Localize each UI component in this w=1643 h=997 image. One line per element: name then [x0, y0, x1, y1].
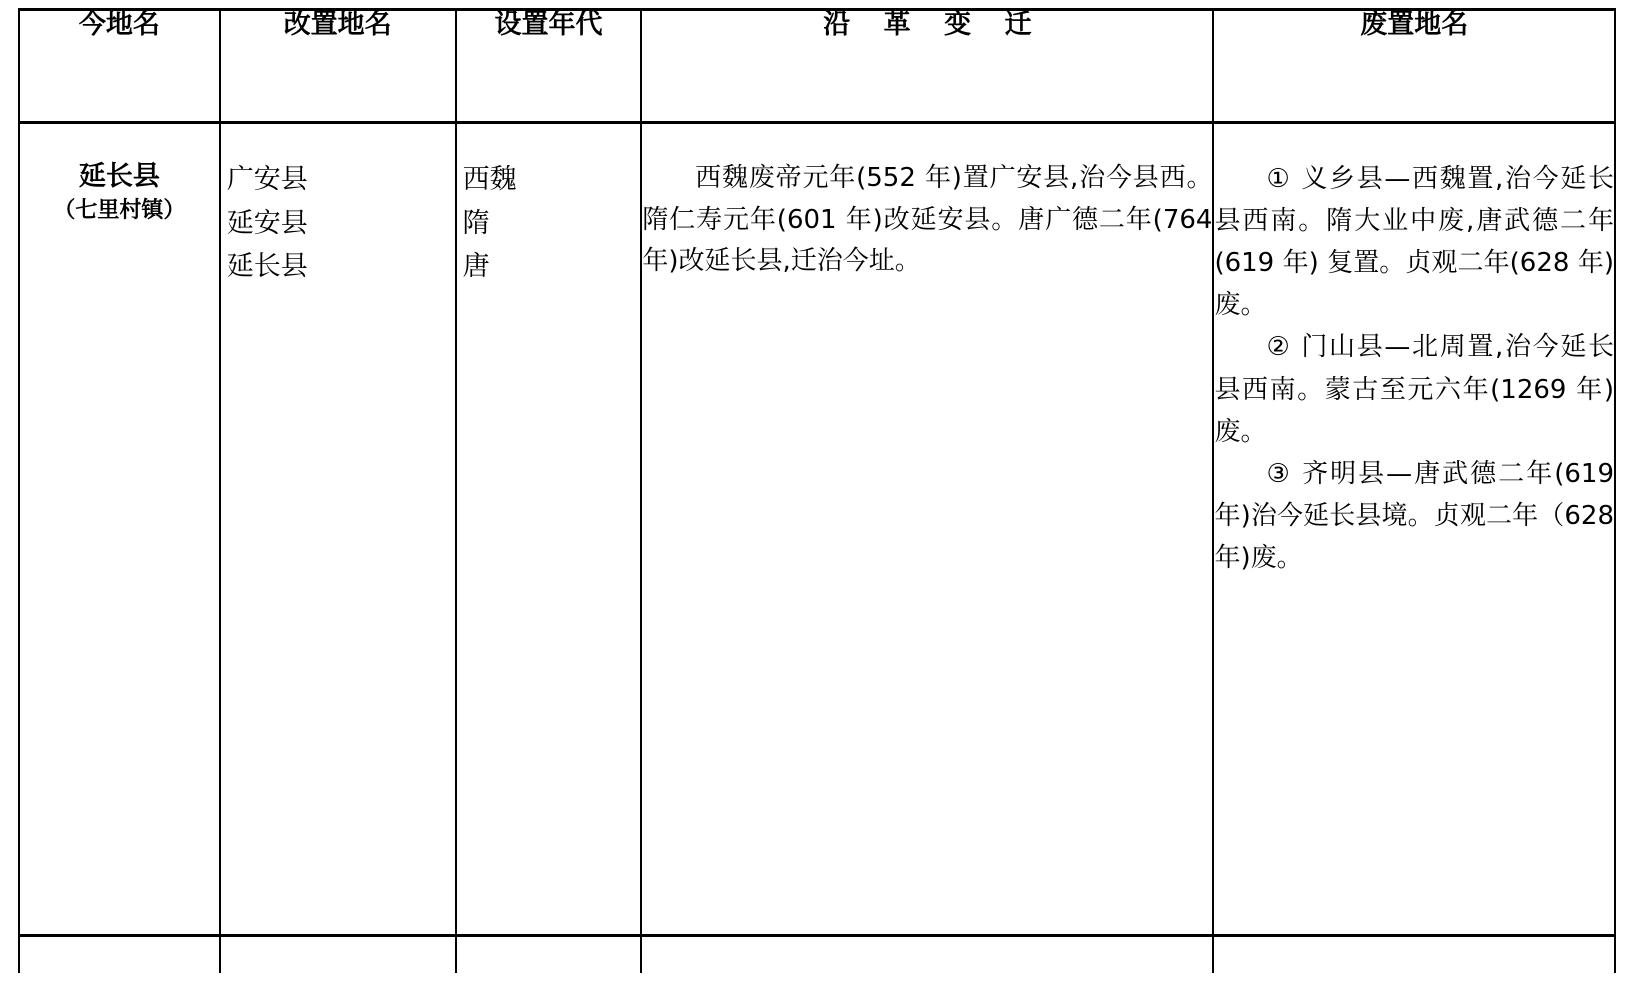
list-item: 唐	[462, 251, 490, 283]
gazetteer-table	[18, 8, 1616, 973]
column-header-period	[456, 10, 642, 123]
column-header-period-label: 设置年代	[494, 9, 603, 40]
table-header-row	[19, 10, 1615, 123]
abolished-list	[1214, 158, 1614, 579]
column-header-present-name-label: 今地名	[78, 9, 160, 40]
cell-next-period	[456, 936, 642, 974]
column-header-present-name	[19, 10, 220, 123]
table-next-row-partial	[19, 936, 1615, 974]
list-item: 西魏	[462, 164, 517, 195]
present-name-value: 延长县	[78, 161, 160, 192]
cell-next-renamed	[220, 936, 456, 974]
list-item: ② 门山县—北周置,治今延长县西南。蒙古至元六年(1269 年)废。	[1214, 332, 1614, 447]
cell-next-evolution	[641, 936, 1213, 974]
cell-renamed	[220, 123, 456, 936]
period-list	[457, 158, 641, 289]
list-item: ③ 齐明县—唐武德二年(619 年)治今延长县境。贞观二年（628 年)废。	[1214, 458, 1614, 573]
cell-abolished	[1213, 123, 1615, 936]
cell-evolution	[641, 123, 1213, 936]
cell-next-abolished	[1213, 936, 1615, 974]
column-header-evolution-label: 沿 革 变 迁	[823, 9, 1044, 40]
column-header-evolution	[641, 10, 1213, 123]
list-item: 隋	[462, 207, 490, 239]
column-header-abolished-label: 废置地名	[1360, 9, 1469, 40]
list-item: 广安县	[226, 164, 308, 195]
evolution-text	[642, 158, 1212, 283]
list-item: 延长县	[226, 251, 308, 283]
present-name-seat: （七里村镇）	[53, 197, 186, 223]
cell-period	[456, 123, 642, 936]
list-item: ① 义乡县—西魏置,治今延长县西南。隋大业中废,唐武德二年(619 年) 复置。贞观二年(628 年)废。	[1214, 164, 1614, 321]
table-row	[19, 123, 1615, 936]
column-header-renamed	[220, 10, 456, 123]
evolution-body: 西魏废帝元年(552 年)置广安县,治今县西。隋仁寿元年(601 年)改延安县。唐广德二年(764 年)改延长县,迁治今址。	[642, 163, 1213, 277]
renamed-list	[221, 158, 455, 289]
list-item: 延安县	[226, 207, 308, 239]
column-header-abolished	[1213, 10, 1615, 123]
column-header-renamed-label: 改置地名	[283, 9, 392, 40]
cell-next-present-name	[19, 936, 220, 974]
cell-present-name	[19, 123, 220, 936]
